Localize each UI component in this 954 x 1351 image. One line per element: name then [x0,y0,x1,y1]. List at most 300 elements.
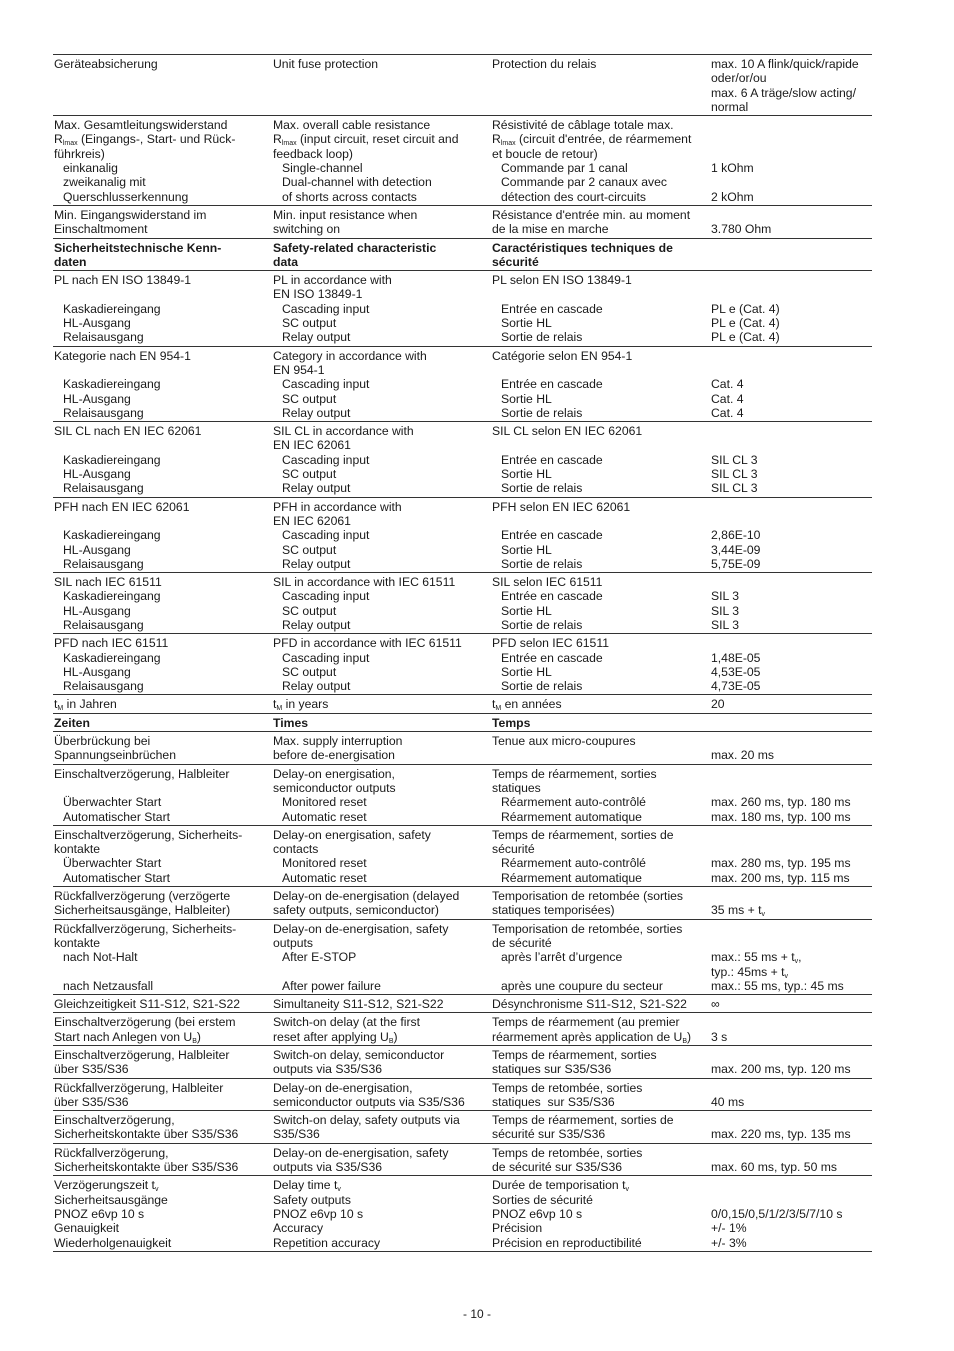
cell-line [711,936,872,950]
cell-line [54,438,272,452]
cell-line [54,651,272,665]
cell-line [54,1081,272,1095]
french-cell [491,116,710,206]
cell-text: SIL nach IEC 61511 [54,575,162,590]
cell-line [711,330,872,344]
cell-line [492,575,710,589]
cell-line [54,1178,272,1192]
cell-line [492,842,710,856]
cell-text: SC output [282,467,337,482]
cell-line [492,697,710,711]
cell-line [54,467,272,481]
cell-text: Sortie de relais [501,556,583,571]
cell-text: PFH nach EN IEC 62061 [54,499,190,514]
cell-line [711,1113,872,1127]
cell-line [273,795,491,809]
cell-text: Repetition accuracy [273,1235,381,1250]
cell-text: Sicherheitskontakte über S35/S36 [54,1160,239,1175]
cell-line [54,1062,272,1076]
subscript: v [337,1186,341,1194]
french-cell [491,1176,710,1251]
cell-text: Temps de retombée, sorties [492,1145,643,1160]
cell-text: Relay output [282,679,351,694]
cell-line [711,1015,872,1029]
cell-line [273,557,491,571]
cell-text: Temps de réarmement (au premier [492,1015,680,1030]
subscript: M [495,705,502,713]
cell-line [492,871,710,885]
cell-text: Sortie HL [501,664,552,679]
cell-line [54,57,272,71]
cell-line [54,514,272,528]
cell-text: max. 60 ms, typ. 50 ms [711,1160,837,1175]
cell-line [54,1236,272,1250]
cell-text: HL-Ausgang [63,391,131,406]
cell-line [711,438,872,452]
cell-text: oder/or/ou [711,71,767,86]
cell-text: Temps de réarmement, sorties de [492,1113,674,1128]
cell-line [711,810,872,824]
cell-text: Delay-on de-energisation, safety [273,1145,449,1160]
cell-line [492,528,710,542]
cell-line [273,1095,491,1109]
cell-line [492,965,710,979]
cell-line [54,810,272,824]
cell-line [273,828,491,842]
cell-line [54,1030,272,1044]
cell-text: S35/S36 [273,1127,320,1142]
french-cell [491,1143,710,1176]
cell-line [711,100,872,114]
german-cell [53,713,272,731]
cell-line [273,1207,491,1221]
cell-text: PFH selon EN IEC 62061 [492,499,631,514]
cell-text: Cascading input [282,377,370,392]
cell-line [273,424,491,438]
cell-line [273,438,491,452]
cell-line [54,175,272,189]
table-row [53,205,872,238]
value-cell [710,205,872,238]
subscript: lmax [62,140,78,148]
cell-line [492,1127,710,1141]
cell-text: Delay-on de-energisation, [273,1080,413,1095]
cell-line [492,748,710,762]
cell-text: Safety-related characteristic [273,240,437,255]
subscript: B [192,1037,197,1045]
cell-line [54,716,272,730]
cell-line [492,1015,710,1029]
cell-line [273,767,491,781]
cell-line [54,979,272,993]
cell-text: max. 260 ms, typ. 180 ms [711,795,851,810]
cell-text: kontakte [54,842,101,857]
cell-text: Sortie HL [501,603,552,618]
cell-line [492,950,710,964]
german-cell [53,995,272,1013]
cell-line [492,57,710,71]
cell-text: Relay output [282,330,351,345]
english-cell [272,346,491,421]
english-cell [272,1013,491,1046]
cell-line [273,500,491,514]
cell-line [273,273,491,287]
cell-text: Spannungseinbrüchen [54,748,176,763]
cell-line [711,1030,872,1044]
cell-text: Delay time t [273,1178,338,1193]
cell-text: Einschaltverzögerung, [54,1113,175,1128]
french-cell [491,1078,710,1111]
cell-line [273,453,491,467]
cell-line [273,287,491,301]
cell-line [711,950,872,964]
cell-line [273,781,491,795]
cell-line [54,781,272,795]
cell-text: PFD selon IEC 61511 [492,636,609,651]
cell-text: Entrée en cascade [501,589,603,604]
cell-line [492,273,710,287]
cell-line [54,543,272,557]
cell-text: kontakte [54,935,101,950]
cell-line [492,810,710,824]
cell-text: PFD nach IEC 61511 [54,636,169,651]
cell-text: Rückfallverzögerung, Sicherheits- [54,921,237,936]
cell-line [492,302,710,316]
cell-text: +/- 1% [711,1221,747,1236]
cell-text: PL selon EN ISO 13849-1 [492,273,632,288]
cell-line [54,208,272,222]
cell-text: statiques sur S35/S36 [492,1094,615,1109]
cell-text: Monitored reset [282,795,367,810]
cell-text: PNOZ e6vp 10 s [273,1206,364,1221]
french-cell [491,1111,710,1144]
value-cell [710,634,872,695]
cell-text: outputs via S35/S36 [273,1062,383,1077]
cell-line [54,316,272,330]
table-row [53,346,872,421]
cell-line [54,936,272,950]
cell-text: +/- 3% [711,1235,747,1250]
cell-text: de sécurité [492,935,552,950]
cell-line [711,500,872,514]
german-cell [53,346,272,421]
cell-line [711,287,872,301]
english-cell [272,1143,491,1176]
cell-line [273,57,491,71]
cell-text: Category in accordance with [273,348,427,363]
cell-text: t [273,697,277,712]
cell-line [711,392,872,406]
cell-line [492,936,710,950]
value-cell [710,1046,872,1079]
cell-text: Min. input resistance when [273,207,418,222]
cell-line [711,636,872,650]
cell-line [54,903,272,917]
cell-text: Temps de réarmement, sorties [492,766,657,781]
cell-text: sécurité [492,842,535,857]
german-cell [53,1078,272,1111]
cell-line [273,467,491,481]
french-cell [491,825,710,886]
cell-text: PFH in accordance with [273,499,402,514]
cell-text: zweikanalig mit [63,175,146,190]
cell-line [273,161,491,175]
cell-text: Temps de retombée, sorties [492,1080,643,1095]
table-row [53,573,872,634]
cell-line [711,889,872,903]
cell-line [273,589,491,603]
cell-text: Automatischer Start [63,870,171,885]
subscript: B [388,1037,394,1045]
cell-line [711,965,872,979]
cell-line [711,589,872,603]
cell-line [54,734,272,748]
cell-line [273,697,491,711]
cell-text: R [54,132,63,147]
table-row [53,732,872,765]
subscript: lmax [500,140,516,148]
cell-text: Querschlusserkennung [63,189,189,204]
cell-line [492,1030,710,1044]
cell-line [492,330,710,344]
english-cell [272,695,491,713]
cell-line [492,767,710,781]
cell-text: Kategorie nach EN 954-1 [54,348,191,363]
cell-text: nach Not-Halt [63,950,138,965]
english-cell [272,825,491,886]
german-cell [53,732,272,765]
french-cell [491,205,710,238]
english-cell [272,995,491,1013]
table-row [53,1046,872,1079]
cell-text: 1,48E-05 [711,650,761,665]
cell-line [273,1048,491,1062]
cell-line [273,1221,491,1235]
table-row [53,995,872,1013]
cell-line [54,1146,272,1160]
cell-line [711,543,872,557]
table-row [53,422,872,497]
subscript: M [276,705,283,713]
french-cell [491,732,710,765]
cell-text: feedback loop) [273,146,353,161]
cell-text: Entrée en cascade [501,528,603,543]
value-cell [710,825,872,886]
cell-line [711,1095,872,1109]
cell-line [711,132,872,146]
cell-line [711,190,872,204]
cell-line [273,1113,491,1127]
cell-line [54,697,272,711]
cell-text: Sicherheitstechnische Kenn- [54,240,222,255]
cell-line [492,406,710,420]
cell-text: Cascading input [282,650,370,665]
cell-text: über S35/S36 [54,1094,129,1109]
french-cell [491,1046,710,1079]
cell-text: Single-channel [282,161,363,176]
cell-text: of shorts across contacts [282,189,417,204]
value-cell [710,1013,872,1046]
cell-line [273,1015,491,1029]
technical-data-table [53,54,872,1252]
cell-text: Delay-on energisation, [273,766,395,781]
cell-text: Einschaltmoment [54,222,148,237]
cell-text: Delay-on de-energisation, safety [273,921,449,936]
cell-line [273,950,491,964]
section-header-row [53,238,872,271]
cell-text-suffix: ) [393,1029,398,1044]
cell-line [492,618,710,632]
cell-text: Start nach Anlegen von U [54,1029,193,1044]
cell-text: Delay-on energisation, safety [273,827,431,842]
french-cell [491,346,710,421]
value-cell [710,713,872,731]
cell-line [273,734,491,748]
cell-text: R [273,132,282,147]
cell-text: PNOZ e6vp 10 s [492,1206,583,1221]
cell-line [54,406,272,420]
cell-text: Max. overall cable resistance [273,118,431,133]
cell-line [54,302,272,316]
cell-line [54,842,272,856]
cell-text: Catégorie selon EN 954-1 [492,348,633,363]
cell-line [492,903,710,917]
french-cell [491,238,710,271]
cell-text: 2 kOhm [711,189,754,204]
cell-text: max. 200 ms, typ. 120 ms [711,1062,851,1077]
cell-line [711,871,872,885]
cell-text: Gleichzeitigkeit S11-S12, S21-S22 [54,997,241,1012]
cell-line [711,1221,872,1235]
german-cell [53,497,272,572]
english-cell [272,1046,491,1079]
cell-line [711,406,872,420]
french-cell [491,713,710,731]
cell-text: max.: 55 ms, typ.: 45 ms [711,978,844,993]
cell-text: R [492,132,501,147]
cell-line [492,316,710,330]
cell-line [711,679,872,693]
cell-text: Relaisausgang [63,617,144,632]
cell-text: Switch-on delay, safety outputs via [273,1113,460,1128]
cell-text: Réarmement automatique [501,870,642,885]
cell-text: SIL CL nach EN IEC 62061 [54,424,202,439]
cell-text: HL-Ausgang [63,603,131,618]
cell-text: Cascading input [282,452,370,467]
german-cell [53,573,272,634]
cell-text: Tenue aux micro-coupures [492,734,636,749]
german-cell [53,116,272,206]
cell-line [54,965,272,979]
french-cell [491,422,710,497]
cell-line [711,575,872,589]
cell-text: führkreis) [54,146,105,161]
cell-line [492,241,710,255]
english-cell [272,573,491,634]
english-cell [272,713,491,731]
cell-line [54,330,272,344]
cell-text: Temps de réarmement, sorties de [492,827,674,842]
cell-line [54,1127,272,1141]
cell-text: After power failure [282,978,381,993]
cell-line [273,716,491,730]
table-row [53,116,872,206]
cell-text: EN IEC 62061 [273,513,351,528]
cell-line [273,377,491,391]
cell-line [492,392,710,406]
cell-line [273,255,491,269]
cell-line [711,781,872,795]
cell-text: SIL 3 [711,603,740,618]
cell-line [54,604,272,618]
cell-text: Times [273,715,309,730]
cell-text: Relay output [282,405,351,420]
english-cell [272,764,491,825]
cell-line [711,147,872,161]
value-cell [710,1078,872,1111]
cell-line [492,255,710,269]
cell-line [273,208,491,222]
cell-line [54,636,272,650]
cell-text: Entrée en cascade [501,301,603,316]
cell-line [273,575,491,589]
cell-text: Entrée en cascade [501,452,603,467]
cell-line [54,147,272,161]
cell-line [273,1178,491,1192]
cell-line [711,1081,872,1095]
cell-line [273,528,491,542]
cell-text: sécurité sur S35/S36 [492,1127,606,1142]
cell-line [54,287,272,301]
german-cell [53,422,272,497]
table-row [53,1143,872,1176]
subscript: B [682,1037,688,1045]
cell-line [54,748,272,762]
cell-line [711,1062,872,1076]
cell-line [492,208,710,222]
table-row [53,887,872,920]
cell-line [54,950,272,964]
cell-line [273,406,491,420]
french-cell [491,887,710,920]
cell-text-suffix: , [798,950,802,965]
cell-text: Cascading input [282,301,370,316]
cell-line [711,528,872,542]
cell-text: PL e (Cat. 4) [711,316,780,331]
value-cell [710,919,872,994]
cell-text: après l’arrêt d’urgence [501,950,623,965]
cell-text: Unit fuse protection [273,57,379,71]
cell-text: Durée de temporisation t [492,1178,626,1193]
cell-text: réarmement après application de U [492,1029,683,1044]
value-cell [710,1111,872,1144]
cell-line [711,241,872,255]
cell-line [273,651,491,665]
cell-line [54,500,272,514]
cell-text: Réarmement automatique [501,809,642,824]
cell-line [273,1081,491,1095]
value-cell [710,116,872,206]
cell-line [273,175,491,189]
value-cell [710,1176,872,1251]
cell-line [492,190,710,204]
french-cell [491,1013,710,1046]
cell-line [711,604,872,618]
cell-text: EN IEC 62061 [273,438,351,453]
cell-line [711,273,872,287]
cell-text: Protection du relais [492,57,597,71]
cell-text: After E-STOP [282,950,357,965]
